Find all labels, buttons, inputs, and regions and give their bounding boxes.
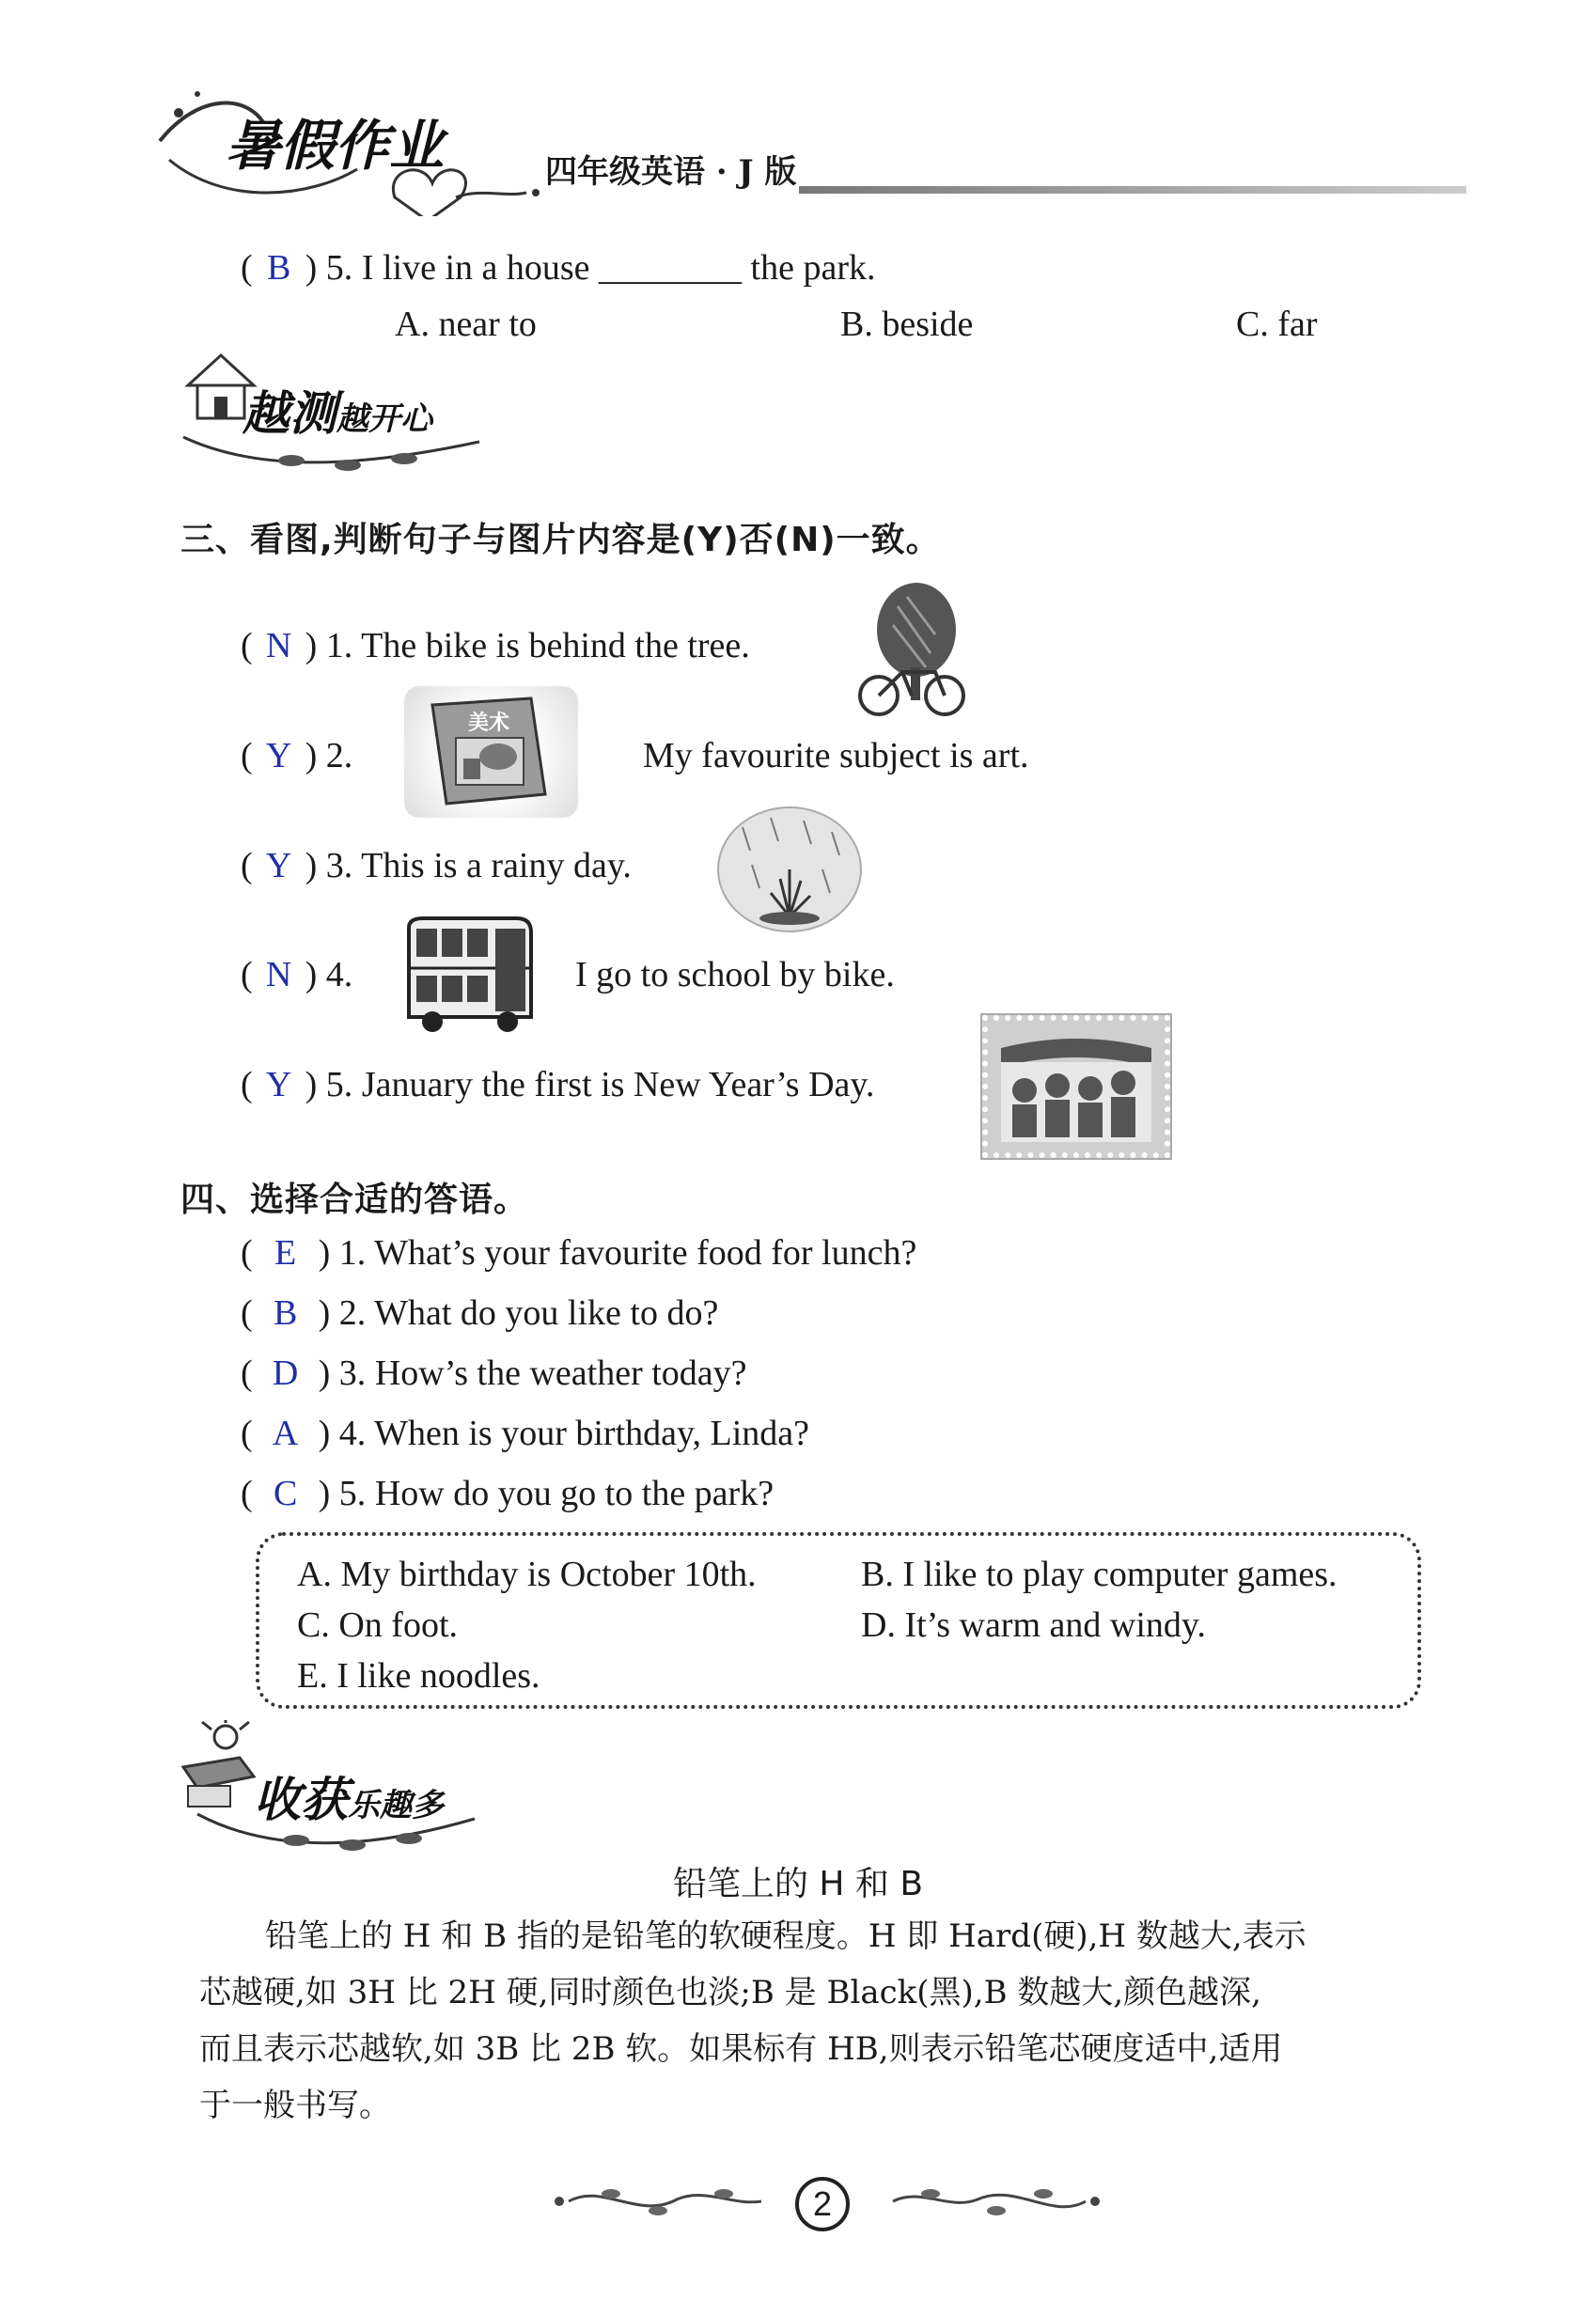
choice-e: E. I like noodles. — [297, 1656, 540, 1696]
option-a: A. near to — [395, 305, 537, 344]
page-number-badge — [795, 2177, 850, 2231]
question-text: January the first is New Year’s Day. — [361, 1065, 875, 1104]
choice-c: C. On foot. — [297, 1605, 458, 1645]
answer-mark: N — [265, 955, 292, 994]
banner-harvest — [174, 1720, 484, 1861]
answer-mark: C — [273, 1474, 298, 1513]
series-title: 暑假作业 — [226, 114, 445, 178]
question-text: When is your birthday, Linda? — [374, 1414, 810, 1453]
page-header — [141, 56, 1476, 216]
reading-line: 于一般书写。 — [199, 2087, 391, 2124]
option-b: B. beside — [840, 305, 974, 344]
book-label: 美术 — [468, 711, 510, 735]
list-item: ( A ) 4. When is your birthday, Linda? — [241, 1414, 810, 1453]
header-rule — [799, 186, 1466, 194]
answer-mark: N — [265, 626, 292, 665]
choice-a: A. My birthday is October 10th. — [297, 1555, 757, 1594]
question-text: What do you like to do? — [374, 1293, 719, 1333]
list-item: ( Y ) 2. — [241, 736, 353, 775]
question-text: My favourite subject is art. — [643, 736, 1029, 775]
banner-small-text: 乐趣多 — [348, 1787, 444, 1824]
section3-heading: 三、看图,判断句子与图片内容是(Y)否(N)一致。 — [180, 521, 941, 559]
choice-d: D. It’s warm and windy. — [861, 1605, 1206, 1645]
question-text: How’s the weather today? — [374, 1354, 747, 1393]
question-text: I live in a house ________ the park. — [361, 248, 876, 288]
choice-b: B. I like to play computer games. — [861, 1555, 1338, 1594]
reading-paragraph — [199, 1908, 1478, 2134]
banner-small-text: 越开心 — [336, 400, 432, 438]
question-text: The bike is behind the tree. — [361, 626, 750, 665]
answer-mark: B — [273, 1293, 298, 1333]
option-c: C. far — [1236, 305, 1318, 344]
question-text: This is a rainy day. — [361, 846, 632, 885]
bus-picture — [399, 914, 540, 1036]
top-question: ( B ) 5. I live in a house ________ the park. — [241, 248, 876, 288]
page-number: 2 — [812, 2184, 833, 2223]
reading-line: 铅笔上的 H 和 B 指的是铅笔的软硬程度。H 即 Hard(硬),H 数越大,表示 — [265, 1917, 1307, 1955]
question-text: I go to school by bike. — [575, 955, 895, 994]
list-item: ( Y ) 3. This is a rainy day. — [241, 846, 632, 885]
reading-line: 芯越硬,如 3H 比 2H 硬,同时颜色也淡;B 是 Black(黑),B 数越大,颜色越深, — [199, 1974, 1261, 2011]
list-item: ( D ) 3. How’s the weather today? — [241, 1354, 747, 1393]
header-subtitle: 四年级英语 · J 版 — [545, 153, 797, 191]
list-item: ( C ) 5. How do you go to the park? — [241, 1474, 775, 1513]
art-book-picture — [404, 686, 578, 818]
answer-mark: A — [272, 1414, 299, 1453]
new-year-stamp-picture — [982, 1015, 1170, 1158]
list-item: ( N ) 4. — [241, 955, 353, 994]
list-item: ( E ) 1. What’s your favourite food for lunch? — [241, 1233, 917, 1273]
answer-mark: Y — [265, 846, 292, 885]
question-text: How do you go to the park? — [374, 1474, 775, 1513]
banner-big-text: 越测 — [243, 385, 336, 441]
answer-mark: Y — [265, 1065, 292, 1104]
section4-heading: 四、选择合适的答语。 — [180, 1181, 529, 1219]
answer-mark: E — [274, 1233, 297, 1273]
bike-tree-picture — [851, 578, 973, 719]
banner-big-text: 收获 — [254, 1772, 348, 1827]
answer-mark: B — [266, 248, 291, 288]
reading-title: 铅笔上的 H 和 B — [672, 1865, 924, 1903]
list-item: ( Y ) 5. January the first is New Year’s Day. — [241, 1065, 875, 1104]
answer-mark: D — [272, 1354, 299, 1393]
question-text: What’s your favourite food for lunch? — [374, 1233, 917, 1273]
list-item: ( N ) 1. The bike is behind the tree. — [241, 626, 750, 665]
rain-picture — [714, 804, 865, 935]
banner-test — [179, 348, 489, 479]
list-item: ( B ) 2. What do you like to do? — [241, 1293, 719, 1333]
answer-mark: Y — [265, 736, 292, 775]
reading-line: 而且表示芯越软,如 3B 比 2B 软。如果标有 HB,则表示铅笔芯硬度适中,适用 — [199, 2030, 1283, 2068]
answer-choices-box — [256, 1532, 1421, 1709]
